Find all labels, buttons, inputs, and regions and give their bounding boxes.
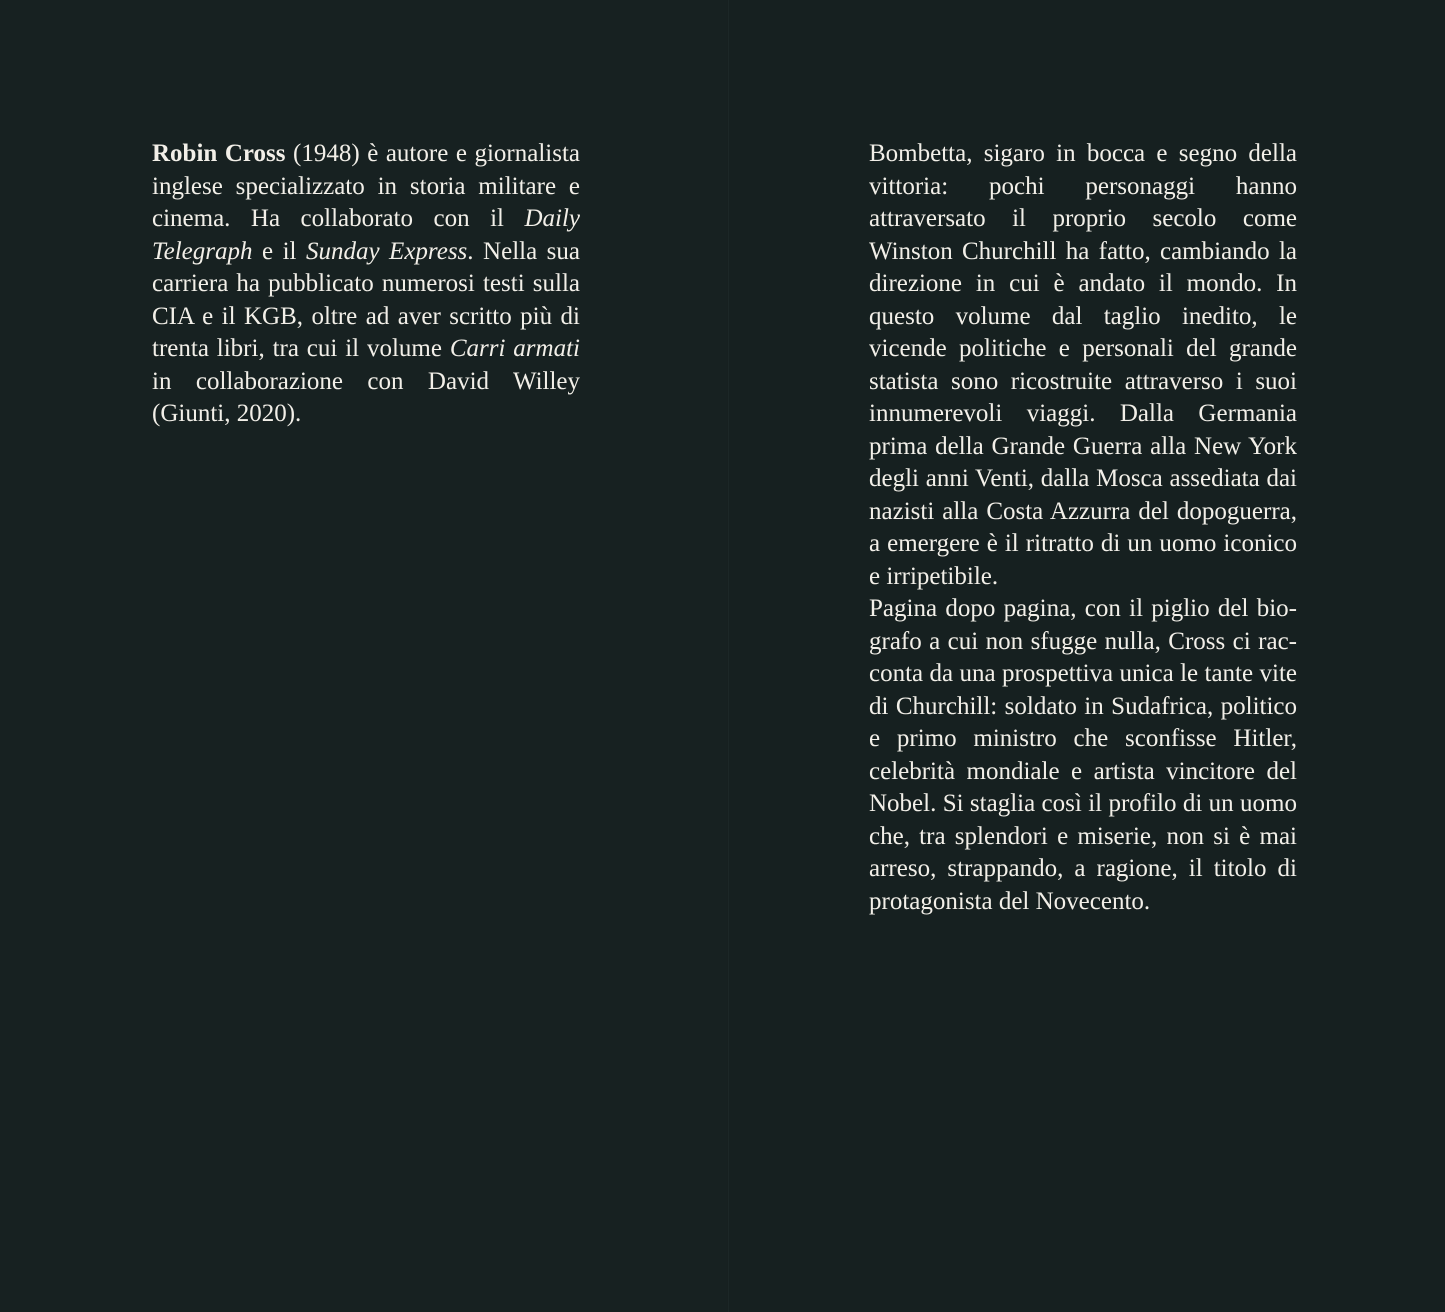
bio-text-3: . Nella sua carriera ha pubblicato numerosi testi sulla CIA e il KGB, oltre ad aver scritto più di trenta libri, tra cui il volume [152, 237, 580, 362]
author-bio [152, 138, 580, 431]
blurb-paragraph-2: Pagina dopo pagina, con il piglio del biografo a cui non sfugge nulla, Cross ci racconta da una prospettiva unica le tante vite di Churchill: soldato in Sudafrica, politico e primo ministro che sconfisse Hitler, celebrità mondiale e artista vincitore del Nobel. Si staglia così il profilo di un uomo che, tra splendori e miserie, non si è mai arreso, strappando, a ragione, il titolo di protagonista del Novecento. [869, 595, 1297, 915]
bio-text-4: in collaborazione con David Willey (Giunti, 2020). [152, 367, 580, 427]
newspaper-title-1: Daily Telegraph [152, 205, 580, 265]
book-title: Carri armati [449, 335, 580, 362]
blurb-paragraph-1: Bombetta, sigaro in bocca e segno della vittoria: pochi personaggi hanno attraversato il proprio secolo come Winston Churchill ha fatto, cambiando la direzione in cui è andato il mondo. In questo volume dal taglio inedito, le vicende politiche e personali del grande statista sono ricostruite attraverso i suoi innumerevoli viaggi. Dalla Germania prima della Grande Guerra alla New York degli anni Venti, dalla Mosca assediata dai nazisti alla Costa Azzurra del dopoguerra, a emergere è il ritratto di un uomo iconico e irripetibile. [869, 140, 1297, 590]
author-bio-paragraph [152, 138, 580, 431]
right-flap [729, 0, 1445, 1312]
bio-text-2: e il [252, 237, 306, 265]
author-name: Robin Cross [152, 140, 286, 167]
bio-text-1: (1948) è autore e giornalista inglese specializzato in storia militare e cinema. Ha collaborato con il [152, 140, 580, 232]
book-blurb [869, 138, 1297, 918]
newspaper-title-2: Sunday Express [305, 237, 468, 265]
